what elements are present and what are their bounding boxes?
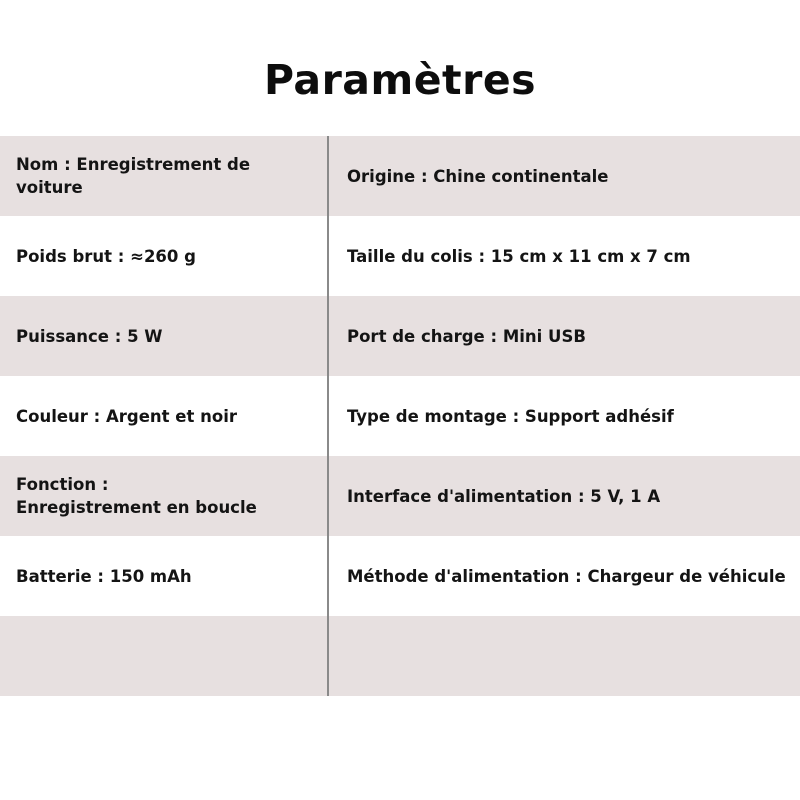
table-row bbox=[0, 536, 800, 616]
table-cell-left bbox=[0, 376, 327, 456]
table-cell-right bbox=[327, 536, 800, 616]
table-cell-right bbox=[327, 136, 800, 216]
table-cell-right bbox=[327, 456, 800, 536]
cell-text: Type de montage : Support adhésif bbox=[347, 406, 674, 426]
table-cell-left bbox=[0, 136, 327, 216]
table-cell-right bbox=[327, 616, 800, 696]
cell-text: Batterie : 150 mAh bbox=[16, 566, 192, 586]
table-cell-right bbox=[327, 216, 800, 296]
cell-text: Origine : Chine continentale bbox=[347, 166, 609, 186]
table-cell-right bbox=[327, 376, 800, 456]
cell-text: Port de charge : Mini USB bbox=[347, 326, 586, 346]
parameters-table bbox=[0, 136, 800, 696]
column-divider bbox=[327, 136, 329, 696]
table-cell-right bbox=[327, 296, 800, 376]
cell-text: Couleur : Argent et noir bbox=[16, 406, 237, 426]
table-row-empty bbox=[0, 616, 800, 696]
page-title: Paramètres bbox=[263, 56, 537, 104]
table-cell-left bbox=[0, 216, 327, 296]
table-row bbox=[0, 216, 800, 296]
table-row bbox=[0, 296, 800, 376]
table-cell-left bbox=[0, 456, 327, 536]
table-row bbox=[0, 456, 800, 536]
cell-text: Nom : Enregistrement de voiture bbox=[16, 155, 251, 197]
cell-text: Taille du colis : 15 cm x 11 cm x 7 cm bbox=[347, 246, 691, 266]
cell-text: Interface d'alimentation : 5 V, 1 A bbox=[347, 486, 661, 506]
cell-text: Puissance : 5 W bbox=[16, 326, 163, 346]
cell-text: Poids brut : ≈260 g bbox=[16, 246, 196, 266]
table-row bbox=[0, 376, 800, 456]
cell-text: Méthode d'alimentation : Chargeur de véhicule bbox=[347, 566, 786, 586]
table-cell-left bbox=[0, 536, 327, 616]
cell-text: Fonction : Enregistrement en boucle bbox=[16, 475, 257, 517]
table-row bbox=[0, 136, 800, 216]
table-cell-left bbox=[0, 296, 327, 376]
table-cell-left bbox=[0, 616, 327, 696]
